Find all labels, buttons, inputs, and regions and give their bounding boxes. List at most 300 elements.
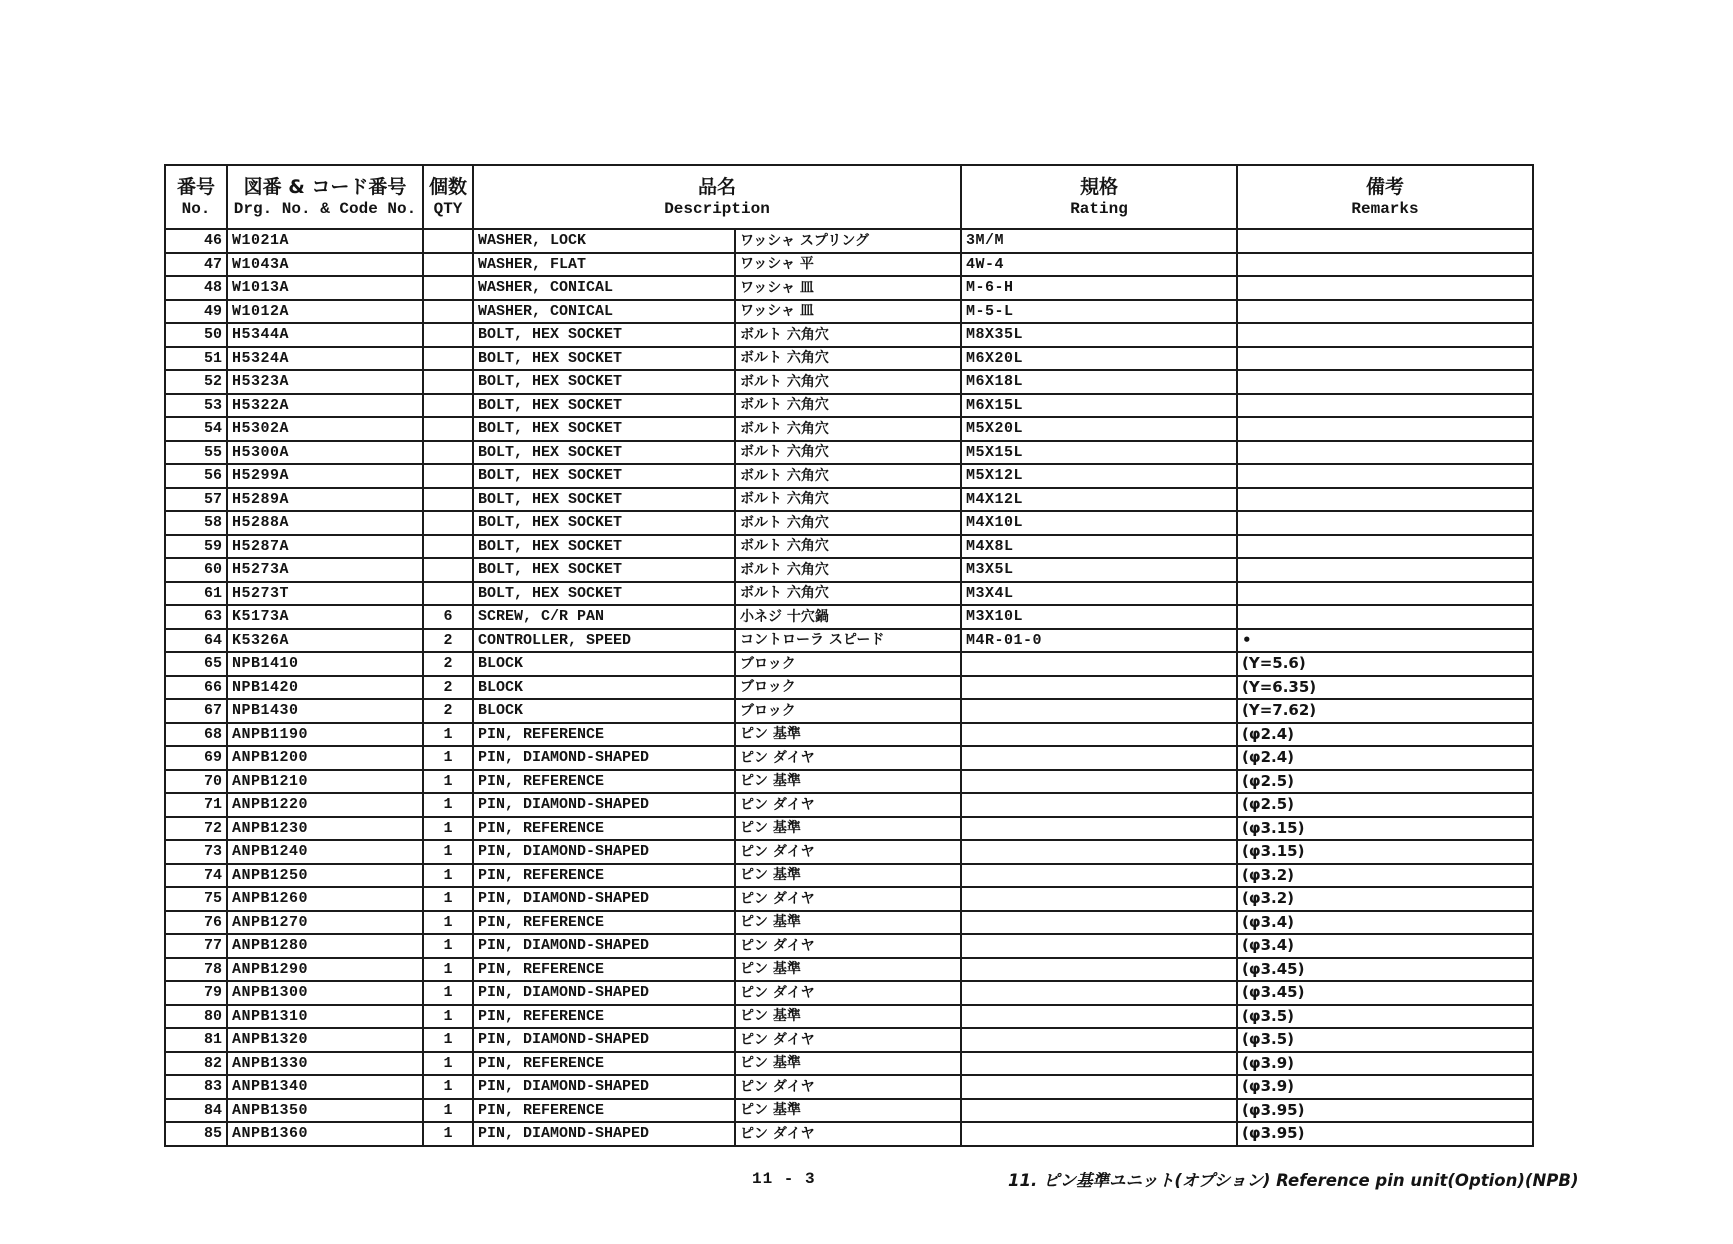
cell-qty	[423, 300, 473, 324]
table-row	[165, 864, 1533, 888]
cell-remarks	[1237, 253, 1533, 277]
cell-remarks	[1237, 347, 1533, 371]
cell-qty: 1	[423, 864, 473, 888]
cell-remarks: (φ3.15)	[1237, 817, 1533, 841]
cell-no: 59	[165, 535, 227, 559]
cell-rating: M4X12L	[961, 488, 1237, 512]
cell-qty	[423, 253, 473, 277]
table-row	[165, 723, 1533, 747]
cell-qty	[423, 488, 473, 512]
header-no-en: No.	[181, 200, 211, 219]
cell-no: 69	[165, 746, 227, 770]
cell-no: 52	[165, 370, 227, 394]
cell-remarks	[1237, 229, 1533, 253]
cell-remarks: (φ2.5)	[1237, 770, 1533, 794]
cell-desc-en: PIN, DIAMOND-SHAPED	[473, 887, 735, 911]
cell-rating: M4X8L	[961, 535, 1237, 559]
cell-code: ANPB1220	[227, 793, 423, 817]
cell-qty	[423, 558, 473, 582]
table-row	[165, 676, 1533, 700]
cell-rating	[961, 864, 1237, 888]
cell-code: ANPB1240	[227, 840, 423, 864]
cell-desc-jp: ブロック	[735, 676, 961, 700]
cell-rating	[961, 1122, 1237, 1146]
header-remarks-jp: 備考	[1365, 175, 1404, 198]
cell-no: 61	[165, 582, 227, 606]
cell-no: 67	[165, 699, 227, 723]
cell-no: 72	[165, 817, 227, 841]
cell-desc-en: PIN, REFERENCE	[473, 1005, 735, 1029]
cell-desc-en: BLOCK	[473, 699, 735, 723]
cell-desc-jp: ボルト 六角穴	[735, 582, 961, 606]
cell-no: 79	[165, 981, 227, 1005]
table-row	[165, 558, 1533, 582]
header-rating-en: Rating	[1070, 200, 1128, 219]
cell-remarks: (φ3.95)	[1237, 1099, 1533, 1123]
cell-remarks: (φ3.4)	[1237, 934, 1533, 958]
cell-desc-jp: ピン 基準	[735, 1052, 961, 1076]
cell-qty: 1	[423, 934, 473, 958]
table-row	[165, 793, 1533, 817]
table-row	[165, 911, 1533, 935]
table-row	[165, 1052, 1533, 1076]
header-remarks	[1237, 165, 1533, 229]
cell-rating	[961, 1075, 1237, 1099]
header-qty-en: QTY	[433, 200, 463, 219]
table-row	[165, 535, 1533, 559]
cell-remarks	[1237, 323, 1533, 347]
header-code-en: Drg. No. & Code No.	[233, 200, 417, 219]
cell-no: 81	[165, 1028, 227, 1052]
cell-code: K5173A	[227, 605, 423, 629]
table-row	[165, 958, 1533, 982]
cell-desc-en: BOLT, HEX SOCKET	[473, 370, 735, 394]
cell-code: H5324A	[227, 347, 423, 371]
cell-code: NPB1430	[227, 699, 423, 723]
cell-code: ANPB1250	[227, 864, 423, 888]
cell-desc-jp: ピン ダイヤ	[735, 887, 961, 911]
cell-remarks	[1237, 511, 1533, 535]
cell-rating	[961, 793, 1237, 817]
cell-code: ANPB1230	[227, 817, 423, 841]
cell-desc-en: BLOCK	[473, 676, 735, 700]
cell-desc-en: BLOCK	[473, 652, 735, 676]
cell-no: 85	[165, 1122, 227, 1146]
header-remarks-en: Remarks	[1351, 200, 1419, 219]
cell-desc-en: PIN, REFERENCE	[473, 911, 735, 935]
cell-qty	[423, 394, 473, 418]
cell-qty	[423, 370, 473, 394]
cell-no: 80	[165, 1005, 227, 1029]
cell-code: H5302A	[227, 417, 423, 441]
cell-rating: M6X15L	[961, 394, 1237, 418]
cell-qty: 1	[423, 958, 473, 982]
cell-desc-en: WASHER, LOCK	[473, 229, 735, 253]
cell-rating	[961, 934, 1237, 958]
cell-qty: 2	[423, 629, 473, 653]
cell-no: 51	[165, 347, 227, 371]
cell-remarks	[1237, 394, 1533, 418]
cell-remarks	[1237, 535, 1533, 559]
table-row	[165, 887, 1533, 911]
cell-no: 56	[165, 464, 227, 488]
cell-no: 84	[165, 1099, 227, 1123]
cell-rating: M-6-H	[961, 276, 1237, 300]
cell-remarks: (φ3.2)	[1237, 864, 1533, 888]
cell-desc-en: PIN, DIAMOND-SHAPED	[473, 746, 735, 770]
cell-desc-jp: ピン 基準	[735, 911, 961, 935]
cell-desc-en: PIN, DIAMOND-SHAPED	[473, 1075, 735, 1099]
cell-code: ANPB1340	[227, 1075, 423, 1099]
cell-code: H5299A	[227, 464, 423, 488]
cell-code: ANPB1310	[227, 1005, 423, 1029]
cell-no: 54	[165, 417, 227, 441]
cell-code: H5289A	[227, 488, 423, 512]
table-row	[165, 394, 1533, 418]
cell-no: 49	[165, 300, 227, 324]
cell-no: 63	[165, 605, 227, 629]
cell-qty: 2	[423, 699, 473, 723]
cell-code: H5300A	[227, 441, 423, 465]
cell-qty	[423, 276, 473, 300]
cell-qty	[423, 464, 473, 488]
cell-desc-en: CONTROLLER, SPEED	[473, 629, 735, 653]
cell-rating	[961, 840, 1237, 864]
cell-rating: M4R-01-0	[961, 629, 1237, 653]
cell-desc-en: WASHER, CONICAL	[473, 276, 735, 300]
cell-rating: M8X35L	[961, 323, 1237, 347]
cell-desc-en: PIN, DIAMOND-SHAPED	[473, 1122, 735, 1146]
cell-code: ANPB1280	[227, 934, 423, 958]
cell-remarks: (φ3.2)	[1237, 887, 1533, 911]
cell-code: ANPB1200	[227, 746, 423, 770]
cell-desc-jp: ボルト 六角穴	[735, 558, 961, 582]
table-row	[165, 347, 1533, 371]
table-row	[165, 817, 1533, 841]
header-qty	[423, 165, 473, 229]
cell-remarks	[1237, 582, 1533, 606]
cell-rating	[961, 1005, 1237, 1029]
cell-no: 48	[165, 276, 227, 300]
cell-qty: 1	[423, 793, 473, 817]
cell-rating: M-5-L	[961, 300, 1237, 324]
cell-code: ANPB1330	[227, 1052, 423, 1076]
cell-desc-en: BOLT, HEX SOCKET	[473, 582, 735, 606]
cell-qty	[423, 347, 473, 371]
cell-code: H5323A	[227, 370, 423, 394]
cell-qty	[423, 535, 473, 559]
cell-qty: 1	[423, 1122, 473, 1146]
cell-qty	[423, 511, 473, 535]
cell-desc-jp: ピン ダイヤ	[735, 1122, 961, 1146]
parts-table-body	[165, 229, 1533, 1146]
cell-rating: 3M/M	[961, 229, 1237, 253]
table-row	[165, 276, 1533, 300]
cell-qty	[423, 441, 473, 465]
cell-desc-jp: ボルト 六角穴	[735, 535, 961, 559]
cell-code: W1021A	[227, 229, 423, 253]
cell-desc-jp: 小ネジ 十穴鍋	[735, 605, 961, 629]
cell-remarks	[1237, 605, 1533, 629]
cell-rating	[961, 817, 1237, 841]
cell-no: 73	[165, 840, 227, 864]
cell-remarks	[1237, 300, 1533, 324]
cell-desc-en: WASHER, CONICAL	[473, 300, 735, 324]
cell-desc-jp: ブロック	[735, 652, 961, 676]
cell-rating	[961, 981, 1237, 1005]
cell-code: K5326A	[227, 629, 423, 653]
cell-qty: 1	[423, 1099, 473, 1123]
cell-qty: 1	[423, 840, 473, 864]
cell-code: ANPB1360	[227, 1122, 423, 1146]
header-description-jp: 品名	[697, 175, 736, 198]
cell-no: 65	[165, 652, 227, 676]
cell-desc-jp: ボルト 六角穴	[735, 394, 961, 418]
cell-qty: 1	[423, 1028, 473, 1052]
cell-qty: 1	[423, 770, 473, 794]
cell-desc-jp: ワッシャ 平	[735, 253, 961, 277]
parts-table-header	[165, 165, 1533, 229]
page-number: 11 - 3	[752, 1170, 816, 1188]
cell-desc-jp: ピン ダイヤ	[735, 1028, 961, 1052]
cell-desc-en: PIN, REFERENCE	[473, 1052, 735, 1076]
cell-qty	[423, 582, 473, 606]
cell-desc-jp: ボルト 六角穴	[735, 347, 961, 371]
cell-remarks: (φ3.5)	[1237, 1005, 1533, 1029]
cell-rating: M3X10L	[961, 605, 1237, 629]
cell-remarks: (φ2.4)	[1237, 723, 1533, 747]
header-code-jp: 図番 & コード番号	[243, 175, 407, 198]
cell-code: ANPB1300	[227, 981, 423, 1005]
cell-code: NPB1420	[227, 676, 423, 700]
cell-desc-en: PIN, REFERENCE	[473, 770, 735, 794]
cell-code: ANPB1210	[227, 770, 423, 794]
cell-desc-jp: ボルト 六角穴	[735, 488, 961, 512]
cell-remarks: (φ3.4)	[1237, 911, 1533, 935]
header-description	[473, 165, 961, 229]
cell-desc-jp: ピン ダイヤ	[735, 1075, 961, 1099]
cell-desc-en: PIN, DIAMOND-SHAPED	[473, 793, 735, 817]
cell-code: W1012A	[227, 300, 423, 324]
cell-desc-jp: ボルト 六角穴	[735, 417, 961, 441]
cell-rating: M6X18L	[961, 370, 1237, 394]
cell-remarks	[1237, 558, 1533, 582]
cell-no: 47	[165, 253, 227, 277]
cell-desc-en: PIN, REFERENCE	[473, 958, 735, 982]
cell-desc-jp: ワッシャ 皿	[735, 276, 961, 300]
parts-table	[164, 164, 1534, 1147]
cell-no: 60	[165, 558, 227, 582]
cell-desc-en: BOLT, HEX SOCKET	[473, 394, 735, 418]
cell-rating: 4W-4	[961, 253, 1237, 277]
cell-desc-en: BOLT, HEX SOCKET	[473, 535, 735, 559]
cell-rating: M6X20L	[961, 347, 1237, 371]
cell-desc-jp: ボルト 六角穴	[735, 441, 961, 465]
cell-qty: 1	[423, 911, 473, 935]
cell-no: 66	[165, 676, 227, 700]
cell-remarks: (φ3.45)	[1237, 981, 1533, 1005]
cell-desc-jp: ピン 基準	[735, 817, 961, 841]
cell-rating	[961, 699, 1237, 723]
cell-rating: M4X10L	[961, 511, 1237, 535]
table-row	[165, 1122, 1533, 1146]
header-rating	[961, 165, 1237, 229]
cell-no: 71	[165, 793, 227, 817]
cell-rating	[961, 1099, 1237, 1123]
cell-qty: 1	[423, 981, 473, 1005]
cell-remarks	[1237, 441, 1533, 465]
cell-qty	[423, 323, 473, 347]
cell-remarks: (Y=6.35)	[1237, 676, 1533, 700]
header-description-en: Description	[664, 200, 770, 219]
cell-no: 78	[165, 958, 227, 982]
cell-code: ANPB1190	[227, 723, 423, 747]
cell-desc-en: PIN, REFERENCE	[473, 1099, 735, 1123]
cell-rating	[961, 887, 1237, 911]
cell-rating: M3X4L	[961, 582, 1237, 606]
cell-desc-jp: ピン 基準	[735, 1099, 961, 1123]
cell-desc-jp: ピン ダイヤ	[735, 746, 961, 770]
cell-desc-en: BOLT, HEX SOCKET	[473, 417, 735, 441]
table-row	[165, 441, 1533, 465]
cell-code: H5288A	[227, 511, 423, 535]
cell-qty: 1	[423, 723, 473, 747]
cell-desc-en: BOLT, HEX SOCKET	[473, 323, 735, 347]
cell-no: 50	[165, 323, 227, 347]
table-row	[165, 323, 1533, 347]
cell-remarks	[1237, 488, 1533, 512]
cell-no: 55	[165, 441, 227, 465]
cell-desc-en: BOLT, HEX SOCKET	[473, 511, 735, 535]
cell-code: H5273A	[227, 558, 423, 582]
cell-no: 74	[165, 864, 227, 888]
cell-no: 68	[165, 723, 227, 747]
cell-desc-en: PIN, REFERENCE	[473, 864, 735, 888]
table-row	[165, 629, 1533, 653]
cell-desc-jp: ピン 基準	[735, 1005, 961, 1029]
cell-qty: 1	[423, 1075, 473, 1099]
cell-remarks: (φ2.4)	[1237, 746, 1533, 770]
cell-remarks: (φ3.45)	[1237, 958, 1533, 982]
cell-remarks	[1237, 464, 1533, 488]
cell-no: 77	[165, 934, 227, 958]
section-title: 11. ピン基準ユニット(オプション) Reference pin unit(Option)(NPB)	[1008, 1171, 1579, 1190]
table-row	[165, 300, 1533, 324]
cell-code: NPB1410	[227, 652, 423, 676]
header-code	[227, 165, 423, 229]
cell-remarks: (φ3.9)	[1237, 1075, 1533, 1099]
table-row	[165, 229, 1533, 253]
cell-desc-en: BOLT, HEX SOCKET	[473, 347, 735, 371]
cell-remarks: (φ3.9)	[1237, 1052, 1533, 1076]
cell-remarks: (φ3.5)	[1237, 1028, 1533, 1052]
cell-code: W1043A	[227, 253, 423, 277]
table-row	[165, 1005, 1533, 1029]
cell-code: H5273T	[227, 582, 423, 606]
cell-desc-jp: ブロック	[735, 699, 961, 723]
cell-remarks: •	[1237, 629, 1533, 653]
cell-qty: 2	[423, 652, 473, 676]
cell-qty: 1	[423, 887, 473, 911]
cell-qty: 1	[423, 746, 473, 770]
cell-rating	[961, 911, 1237, 935]
cell-rating	[961, 958, 1237, 982]
cell-desc-en: BOLT, HEX SOCKET	[473, 488, 735, 512]
cell-desc-en: PIN, DIAMOND-SHAPED	[473, 1028, 735, 1052]
cell-code: W1013A	[227, 276, 423, 300]
cell-no: 53	[165, 394, 227, 418]
table-row	[165, 1075, 1533, 1099]
table-row	[165, 934, 1533, 958]
cell-code: ANPB1350	[227, 1099, 423, 1123]
table-row	[165, 417, 1533, 441]
cell-code: ANPB1320	[227, 1028, 423, 1052]
cell-no: 57	[165, 488, 227, 512]
cell-qty: 1	[423, 817, 473, 841]
table-row	[165, 488, 1533, 512]
table-row	[165, 1028, 1533, 1052]
cell-rating: M5X20L	[961, 417, 1237, 441]
table-row	[165, 699, 1533, 723]
cell-desc-en: PIN, REFERENCE	[473, 817, 735, 841]
cell-no: 70	[165, 770, 227, 794]
cell-code: H5344A	[227, 323, 423, 347]
table-row	[165, 511, 1533, 535]
table-row	[165, 746, 1533, 770]
header-no-jp: 番号	[176, 175, 215, 198]
table-row	[165, 840, 1533, 864]
cell-rating	[961, 1052, 1237, 1076]
table-row	[165, 770, 1533, 794]
header-qty-jp: 個数	[428, 175, 467, 198]
cell-remarks: (Y=5.6)	[1237, 652, 1533, 676]
cell-desc-jp: ボルト 六角穴	[735, 323, 961, 347]
cell-desc-en: WASHER, FLAT	[473, 253, 735, 277]
cell-code: H5322A	[227, 394, 423, 418]
cell-remarks	[1237, 276, 1533, 300]
cell-desc-jp: ピン ダイヤ	[735, 793, 961, 817]
cell-code: ANPB1290	[227, 958, 423, 982]
cell-desc-jp: ワッシャ 皿	[735, 300, 961, 324]
cell-rating	[961, 746, 1237, 770]
cell-remarks	[1237, 370, 1533, 394]
cell-rating: M5X15L	[961, 441, 1237, 465]
cell-desc-jp: コントローラ スピード	[735, 629, 961, 653]
cell-desc-jp: ピン ダイヤ	[735, 840, 961, 864]
cell-remarks: (φ2.5)	[1237, 793, 1533, 817]
table-row	[165, 582, 1533, 606]
cell-no: 83	[165, 1075, 227, 1099]
cell-no: 76	[165, 911, 227, 935]
table-row	[165, 464, 1533, 488]
cell-rating	[961, 652, 1237, 676]
cell-no: 82	[165, 1052, 227, 1076]
cell-code: ANPB1270	[227, 911, 423, 935]
cell-rating	[961, 723, 1237, 747]
table-row	[165, 253, 1533, 277]
cell-remarks: (φ3.15)	[1237, 840, 1533, 864]
cell-desc-en: BOLT, HEX SOCKET	[473, 441, 735, 465]
cell-desc-jp: ピン ダイヤ	[735, 981, 961, 1005]
cell-desc-jp: ボルト 六角穴	[735, 464, 961, 488]
cell-desc-en: PIN, DIAMOND-SHAPED	[473, 840, 735, 864]
cell-code: ANPB1260	[227, 887, 423, 911]
cell-desc-jp: ワッシャ スプリング	[735, 229, 961, 253]
cell-desc-jp: ピン 基準	[735, 864, 961, 888]
cell-qty: 2	[423, 676, 473, 700]
cell-no: 64	[165, 629, 227, 653]
cell-no: 46	[165, 229, 227, 253]
